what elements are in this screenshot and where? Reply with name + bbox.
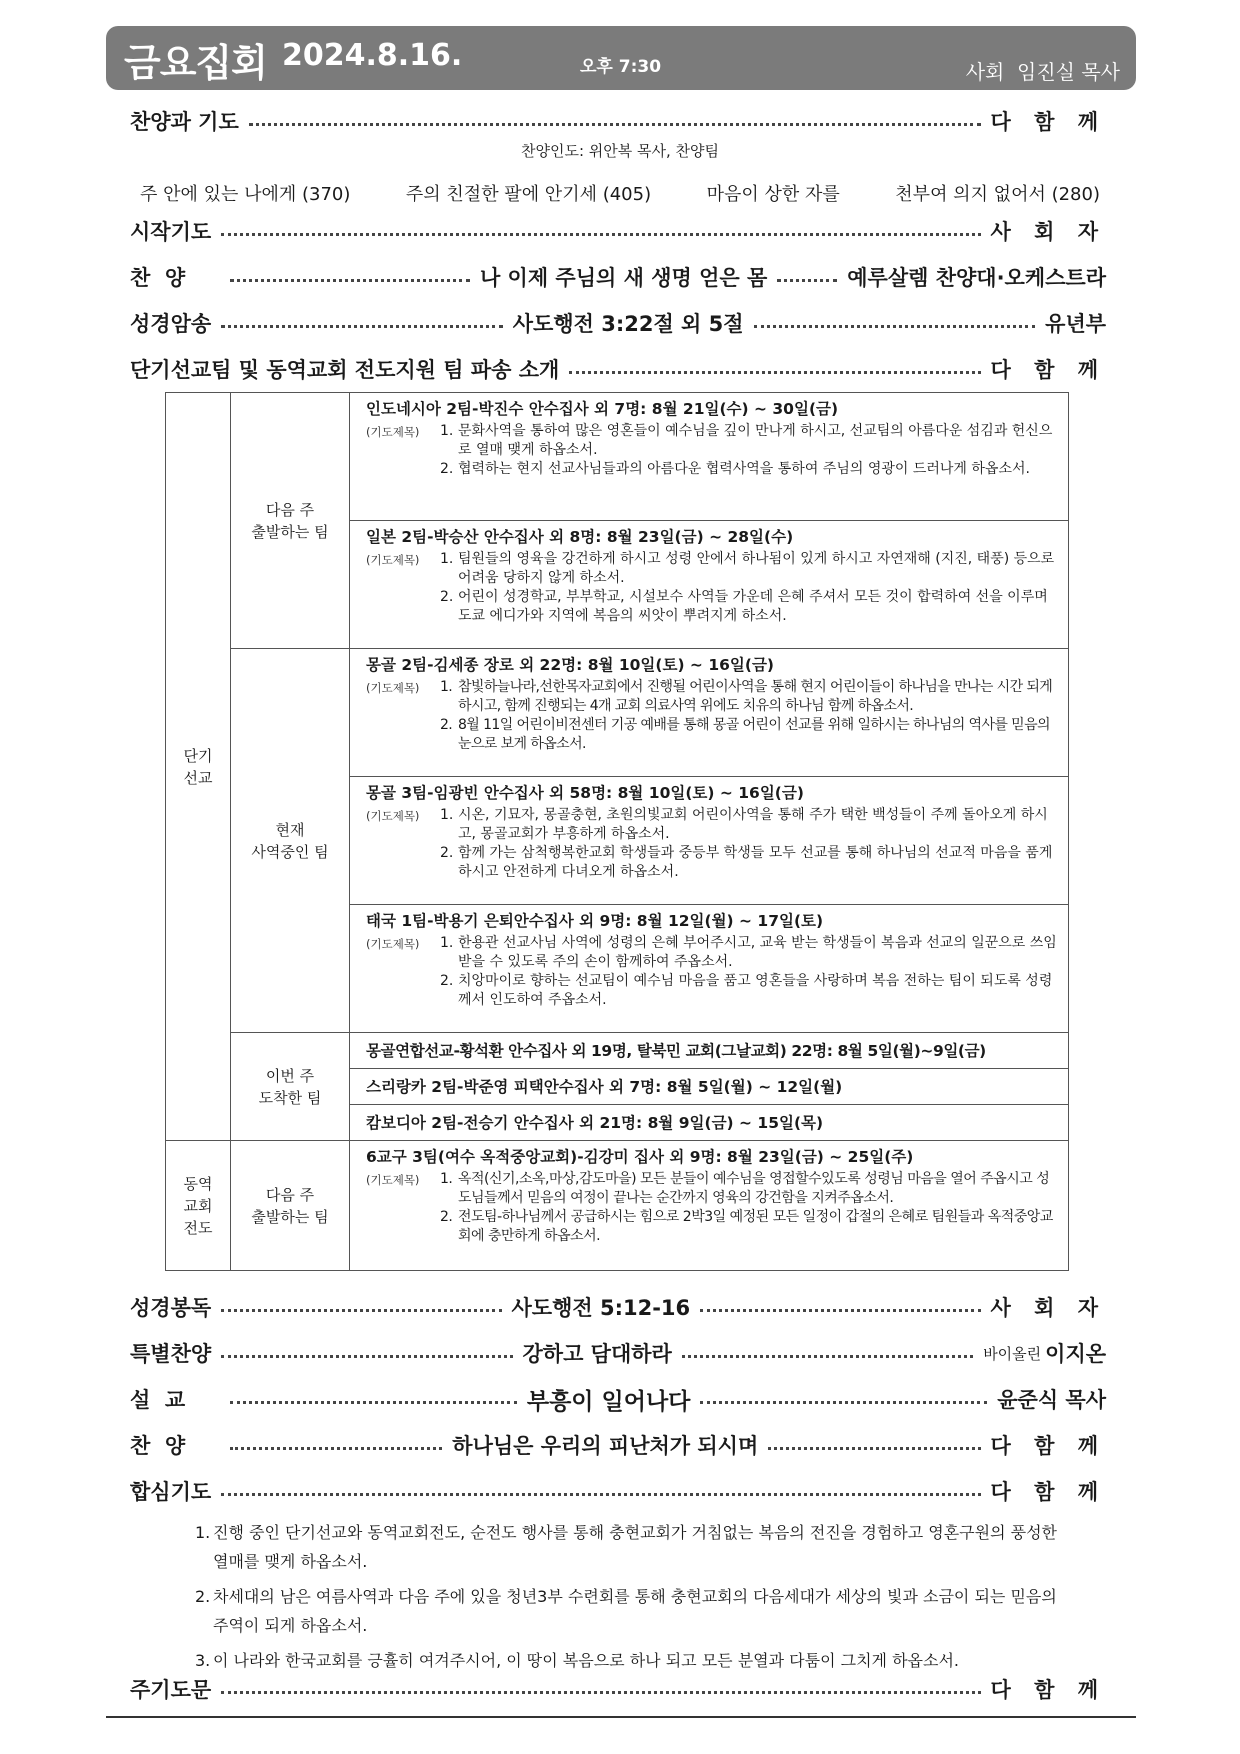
mission-team-table	[165, 392, 1069, 1271]
song-list	[140, 180, 1100, 206]
order-row-praise-prayer	[130, 104, 1106, 138]
team-entry	[350, 1033, 1069, 1069]
dot-leader	[221, 1309, 501, 1312]
order-row-sermon	[130, 1382, 1106, 1416]
team-title: 일본 2팀-박승산 안수집사 외 8명: 8월 23일(금) ~ 28일(수)	[366, 528, 794, 546]
dot-leader	[221, 233, 980, 236]
dot-leader	[221, 325, 503, 328]
category-partner-church: 동역 교회 전도	[166, 1141, 231, 1271]
order-label: 설 교	[130, 1388, 186, 1412]
team-entry	[350, 393, 1069, 521]
prayer-tag: (기도제목)	[366, 553, 420, 567]
presider: 사회 임진실 목사	[965, 60, 1120, 84]
prayer-item: 참빛하늘나라,선한목자교회에서 진행될 어린이사역을 통해 현지 어린이들이 하나님을 만나는 시간 되게 하시고, 함께 진행되는 4개 교회 의료사역 위에도 치유의 하나님 함께 하옵소서.	[458, 679, 1053, 714]
instrument-label: 바이올린	[983, 1344, 1042, 1363]
prayer-block: (기도제목) 1. 팀원들의 영육을 강건하게 하시고 성령 안에서 하나됨이 있게 하시고 자연재해 (지진, 태풍) 등으로 어려움 당하지 않게 하소서. 2. 어린이 성경학교, 부부학교, 시설보수 사역들 가운데 은혜 주셔서 모든 것이 합력하여 선을 이루며 도쿄 에디가와 지역에 복음의 씨앗이 뿌려지게 하소서.	[366, 550, 1058, 626]
dot-leader	[221, 1355, 512, 1358]
order-responsible: 유년부	[1045, 312, 1107, 336]
prayer-item: 전도팀-하나님께서 공급하시는 힘으로 2박3일 예정된 모든 일정이 갑절의 은혜로 팀원들과 옥적중앙교회에 충만하게 하옵소서.	[458, 1209, 1053, 1244]
prayer-block: (기도제목) 1. 옥적(신기,소옥,마상,감도마을) 모든 분들이 예수님을 영접할수있도록 성령님 마음을 열어 주옵시고 성도님들께서 믿음의 여정이 끝나는 순간까지 영육의 강건함을 지켜주옵소서. 2. 전도팀-하나님께서 공급하시는 힘으로 2박3일 예정된 모든 일정이 갑절의 은혜로 팀원들과 옥적중앙교회에 충만하게 하옵소서.	[366, 1170, 1058, 1246]
dot-leader	[777, 279, 837, 282]
order-title: 강하고 담대하라	[522, 1342, 672, 1366]
praise-leader: 찬양인도: 위안복 목사, 찬양팀	[520, 142, 719, 160]
order-row-lords-prayer	[130, 1672, 1106, 1706]
order-responsible: 다 함 께	[990, 358, 1106, 382]
prayer-item: 옥적(신기,소옥,마상,감도마을) 모든 분들이 예수님을 영접할수있도록 성령님 마음을 열어 주옵시고 성도님들께서 믿음의 여정이 끝나는 순간까지 영육의 강건함을 지켜주옵소서.	[458, 1171, 1050, 1206]
order-row-opening-prayer	[130, 214, 1106, 248]
dot-leader	[768, 1447, 980, 1450]
prayer-tag: (기도제목)	[366, 425, 420, 439]
prayer-block: (기도제목) 1. 시온, 기묘자, 몽골충현, 초원의빛교회 어린이사역을 통해 주가 택한 백성들이 주께 돌아오게 하시고, 몽골교회가 부흥하게 하옵소서. 2. 함께 가는 삼척행복한교회 학생들과 중등부 학생들 모두 선교를 통해 하나님의 선교적 마음을 품게 하시고 안전하게 다녀오게 하옵소서.	[366, 806, 1058, 882]
order-label: 특별찬양	[130, 1342, 212, 1366]
team-title: 태국 1팀-박용기 은퇴안수집사 외 9명: 8월 12일(월) ~ 17일(토)	[366, 912, 824, 930]
order-title: 나 이제 주님의 새 생명 얻은 몸	[479, 266, 768, 290]
dot-leader	[230, 1401, 517, 1404]
bottom-rule	[106, 1716, 1136, 1718]
prayer-item: 함께 가는 삼척행복한교회 학생들과 중등부 학생들 모두 선교를 통해 하나님의 선교적 마음을 품게 하시고 안전하게 다녀오게 하옵소서.	[458, 845, 1053, 880]
sermon-title: 부흥이 일어나다	[526, 1388, 691, 1415]
prayer-item: 협력하는 현지 선교사님들과의 아름다운 협력사역을 통하여 주님의 영광이 드러나게 하옵소서.	[458, 461, 1030, 477]
dot-leader	[221, 1691, 980, 1694]
order-responsible: 예루살렘 찬양대·오케스트라	[847, 266, 1106, 290]
song-item: 주의 친절한 팔에 안기세 (405)	[405, 184, 652, 205]
order-label: 합심기도	[130, 1480, 212, 1504]
dot-leader	[700, 1309, 980, 1312]
prayer-item: 어린이 성경학교, 부부학교, 시설보수 사역들 가운데 은혜 주셔서 모든 것이 합력하여 선을 이루며 도쿄 에디가와 지역에 복음의 씨앗이 뿌려지게 하소서.	[458, 589, 1048, 624]
prayer-item: 시온, 기묘자, 몽골충현, 초원의빛교회 어린이사역을 통해 주가 택한 백성들이 주께 돌아오게 하시고, 몽골교회가 부흥하게 하옵소서.	[458, 807, 1048, 842]
order-responsible: 사 회 자	[990, 220, 1106, 244]
prayer-item: 문화사역을 통하여 많은 영혼들이 예수님을 깊이 만나게 하시고, 선교팀의 아름다운 섬김과 헌신으로 열매 맺게 하옵소서.	[458, 423, 1053, 458]
team-title: 몽골 2팀-김세종 장로 외 22명: 8월 10일(토) ~ 16일(금)	[366, 656, 775, 674]
order-title: 사도행전 5:12-16	[511, 1296, 691, 1320]
dot-leader	[230, 279, 470, 282]
subcategory-arrived: 이번 주 도착한 팀	[231, 1033, 350, 1141]
prayer-block: (기도제목) 1. 참빛하늘나라,선한목자교회에서 진행될 어린이사역을 통해 현지 어린이들이 하나님을 만나는 시간 되게 하시고, 함께 진행되는 4개 교회 의료사역 위에도 치유의 하나님 함께 하옵소서. 2. 8월 11일 어린이비전센터 기공 예배를 통해 몽골 어린이 선교를 위해 일하시는 하나님의 역사를 믿음의 눈으로 보게 하옵소서.	[366, 678, 1058, 754]
prayer-item: 치앙마이로 향하는 선교팀이 예수님 마음을 품고 영혼들을 사랑하며 복음 전하는 팀이 되도록 성령께서 인도하여 주옵소서.	[458, 973, 1053, 1008]
prayer-block: (기도제목) 1. 문화사역을 통하여 많은 영혼들이 예수님을 깊이 만나게 하시고, 선교팀의 아름다운 섬김과 헌신으로 열매 맺게 하옵소서. 2. 협력하는 현지 선교사님들과의 아름다운 협력사역을 통하여 주님의 영광이 드러나게 하옵소서.	[366, 422, 1058, 479]
order-responsible: 이지온	[1045, 1342, 1107, 1366]
order-row-special-song	[130, 1336, 1106, 1370]
team-title: 인도네시아 2팀-박진수 안수집사 외 7명: 8월 21일(수) ~ 30일(금)	[366, 400, 839, 418]
prayer-block: (기도제목) 1. 한용관 선교사님 사역에 성령의 은혜 부어주시고, 교육 받는 학생들이 복음과 선교의 일꾼으로 쓰임 받을 수 있도록 주의 손이 함께하여 주옵소서. 2. 치앙마이로 향하는 선교팀이 예수님 마음을 품고 영혼들을 사랑하며 복음 전하는 팀이 되도록 성령께서 인도하여 주옵소서.	[366, 935, 1057, 1008]
order-label: 찬양과 기도	[130, 110, 239, 134]
order-responsible: 사 회 자	[990, 1296, 1106, 1320]
dot-leader	[221, 1493, 980, 1496]
team-entry	[350, 905, 1069, 1033]
team-title: 스리랑카 2팀-박준영 피택안수집사 외 7명: 8월 5일(월) ~ 12일(월)	[366, 1078, 843, 1096]
order-row-unison-prayer	[130, 1474, 1106, 1508]
dot-leader	[682, 1355, 973, 1358]
team-entry	[350, 1105, 1069, 1141]
order-row-hymn-2	[130, 1428, 1106, 1462]
order-label: 주기도문	[130, 1678, 212, 1702]
order-responsible: 다 함 께	[990, 1434, 1107, 1458]
prayer-item: 팀원들의 영육을 강건하게 하시고 성령 안에서 하나됨이 있게 하시고 자연재해 (지진, 태풍) 등으로 어려움 당하지 않게 하소서.	[458, 551, 1055, 586]
preacher: 윤준식 목사	[997, 1388, 1107, 1412]
category-short-term-mission: 단기 선교	[166, 393, 231, 1141]
team-entry	[350, 649, 1069, 777]
unison-prayer-list	[195, 1518, 1075, 1675]
service-date: 2024.8.16.	[282, 38, 463, 73]
subcategory-next-week: 다음 주 출발하는 팀	[231, 1141, 350, 1271]
order-label: 단기선교팀 및 동역교회 전도지원 팀 파송 소개	[130, 358, 560, 382]
subcategory-next-week: 다음 주 출발하는 팀	[231, 393, 350, 649]
team-entry	[350, 1069, 1069, 1105]
header-banner	[106, 26, 1136, 90]
dot-leader	[754, 325, 1036, 328]
song-item: 주 안에 있는 나에게 (370)	[140, 184, 351, 205]
prayer-item: 한용관 선교사님 사역에 성령의 은혜 부어주시고, 교육 받는 학생들이 복음과 선교의 일꾼으로 쓰임 받을 수 있도록 주의 손이 함께하여 주옵소서.	[458, 935, 1057, 970]
order-label: 시작기도	[130, 220, 212, 244]
order-title: 사도행전 3:22절 외 5절	[512, 312, 744, 336]
unison-prayer-item: 2. 차세대의 남은 여름사역과 다음 주에 있을 청년3부 수련회를 통해 충현교회의 다음세대가 세상의 빛과 소금이 되는 믿음의 주역이 되게 하옵소서.	[195, 1587, 1057, 1635]
prayer-tag: (기도제목)	[366, 937, 420, 951]
service-time: 오후 7:30	[580, 57, 662, 77]
order-responsible: 다 함 께	[990, 1480, 1106, 1504]
unison-prayer-item: 1. 진행 중인 단기선교와 동역교회전도, 순전도 행사를 통해 충현교회가 거침없는 복음의 전진을 경험하고 영혼구원의 풍성한 열매를 맺게 하옵소서.	[195, 1523, 1058, 1571]
order-label: 찬 양	[130, 266, 186, 290]
order-row-mission-intro	[130, 352, 1106, 386]
prayer-item: 8월 11일 어린이비전센터 기공 예배를 통해 몽골 어린이 선교를 위해 일하시는 하나님의 역사를 믿음의 눈으로 보게 하옵소서.	[458, 717, 1050, 752]
dot-leader	[230, 1447, 442, 1450]
dot-leader	[249, 123, 981, 126]
team-entry	[350, 777, 1069, 905]
song-item: 마음이 상한 자를	[706, 184, 840, 205]
dot-leader	[700, 1401, 987, 1404]
order-row-recitation	[130, 306, 1106, 340]
order-responsible: 다 함 께	[990, 1678, 1106, 1702]
prayer-tag: (기도제목)	[366, 809, 420, 823]
order-responsible: 다 함 께	[990, 110, 1106, 134]
prayer-tag: (기도제목)	[366, 681, 420, 695]
team-entry	[350, 521, 1069, 649]
subcategory-current: 현재 사역중인 팀	[231, 649, 350, 1033]
order-row-scripture	[130, 1290, 1106, 1324]
order-label: 찬 양	[130, 1434, 186, 1458]
team-title: 몽골 3팀-임광빈 안수집사 외 58명: 8월 10일(토) ~ 16일(금)	[366, 784, 804, 802]
song-item: 천부여 의지 없어서 (280)	[895, 184, 1100, 205]
service-title: 금요집회	[124, 41, 267, 85]
order-row-hymn	[130, 260, 1106, 294]
team-title: 6교구 3팀(여수 옥적중앙교회)-김강미 집사 외 9명: 8월 23일(금) ~ 25일(주)	[366, 1148, 914, 1166]
order-label: 성경암송	[130, 312, 212, 336]
dot-leader	[569, 371, 980, 374]
order-label: 성경봉독	[130, 1296, 212, 1320]
team-title: 몽골연합선교-황석환 안수집사 외 19명, 탈북민 교회(그날교회) 22명: 8월 5일(월)~9일(금)	[366, 1042, 986, 1060]
unison-prayer-item: 3. 이 나라와 한국교회를 긍휼히 여겨주시어, 이 땅이 복음으로 하나 되고 모든 분열과 다툼이 그치게 하옵소서.	[195, 1651, 959, 1670]
team-entry	[350, 1141, 1069, 1271]
team-title: 캄보디아 2팀-전승기 안수집사 외 21명: 8월 9일(금) ~ 15일(목)	[366, 1114, 824, 1132]
order-title: 하나님은 우리의 피난처가 되시며	[452, 1434, 759, 1458]
prayer-tag: (기도제목)	[366, 1173, 420, 1187]
